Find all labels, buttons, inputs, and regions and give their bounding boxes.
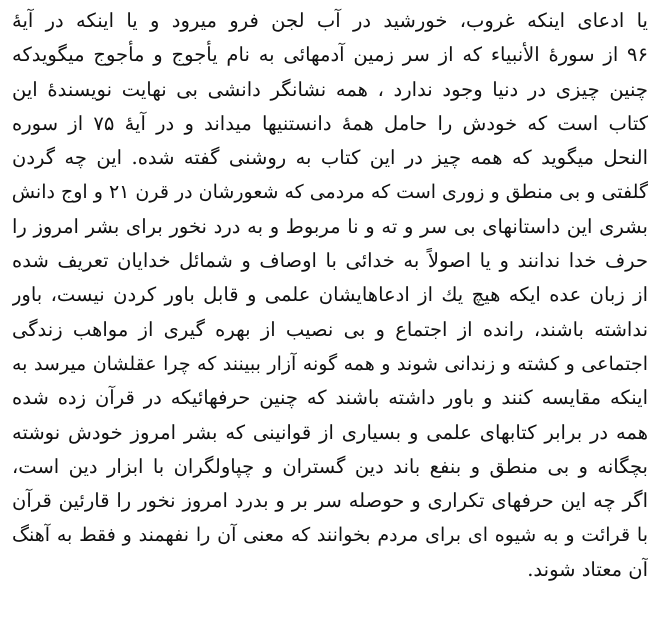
text-line-1: یا ادعای اینکه غروب، خورشید در آب لجن فرو میرود و یا اینکه در آیهٔ: [12, 9, 648, 32]
text-line-3: چنین چیزی در دنیا وجود ندارد ، همه نشانگر دانشی بی نهایت نویسندهٔ این: [12, 77, 648, 101]
text-line-9: از زبان عده ایکه هیچ یك از ادعاهایشان علمی و قابل باور کردن نیست، باور: [12, 283, 648, 307]
text-line-8: حرف خدا ندانند و یا اصولاً به خدائی با اوصاف و شمائل خدایان تعریف شده: [12, 249, 648, 273]
text-line-4: کتاب است که خودش را حامل همهٔ دانستنیها میداند و در آیهٔ ۷۵ از سوره: [12, 111, 648, 135]
document-page: [12, 4, 648, 634]
text-line-7: بشری این داستانهای بی سر و ته و نا مربوط و به درد نخور برای بشر امروز را: [12, 214, 648, 238]
text-line-11: اجتماعی و کشته و زندانی شوند و همه گونه آزار ببینند که چرا عقلشان میرسد به: [12, 352, 648, 375]
text-line-6: گلفتی و بی منطق و زوری است که مردمی که شعورشان در قرن ۲۱ و اوج دانش: [12, 181, 648, 204]
text-line-10: نداشته باشند، رانده از اجتماع و بی نصیب از بهره گیری از مواهب زندگی: [12, 317, 648, 341]
text-line-17: آن معتاد شوند.: [527, 557, 648, 581]
text-line-12: اینکه مقایسه کنند و باور داشته باشند که چنین حرفهائیکه در قرآن زده شده: [12, 386, 648, 410]
text-line-5: النحل میگوید که همه چیز در این کتاب به روشنی گفته شده. این چه گردن: [12, 146, 648, 170]
text-line-13: همه در برابر کتابهای علمی و بسیاری از قوانینی که بشر امروز خودش نوشته: [12, 420, 648, 444]
text-line-14: بچگانه و بی منطق و بنفع باند دین گستران و چپاولگران با ابزار دین است،: [12, 454, 648, 478]
text-line-2: ۹۶ از سورهٔ الأنبیاء که از سر زمین آدمهائی به نام یأجوج و مأجوج میگویدکه: [12, 43, 648, 67]
text-line-15: اگر چه این حرفهای تکراری و حوصله سر بر و بدرد امروز نخور را قارئین قرآن: [12, 489, 648, 513]
text-line-16: با قرائت و به شیوه ای برای مردم بخوانند که معنی آن را نفهمند و فقط به آهنگ: [12, 524, 648, 547]
